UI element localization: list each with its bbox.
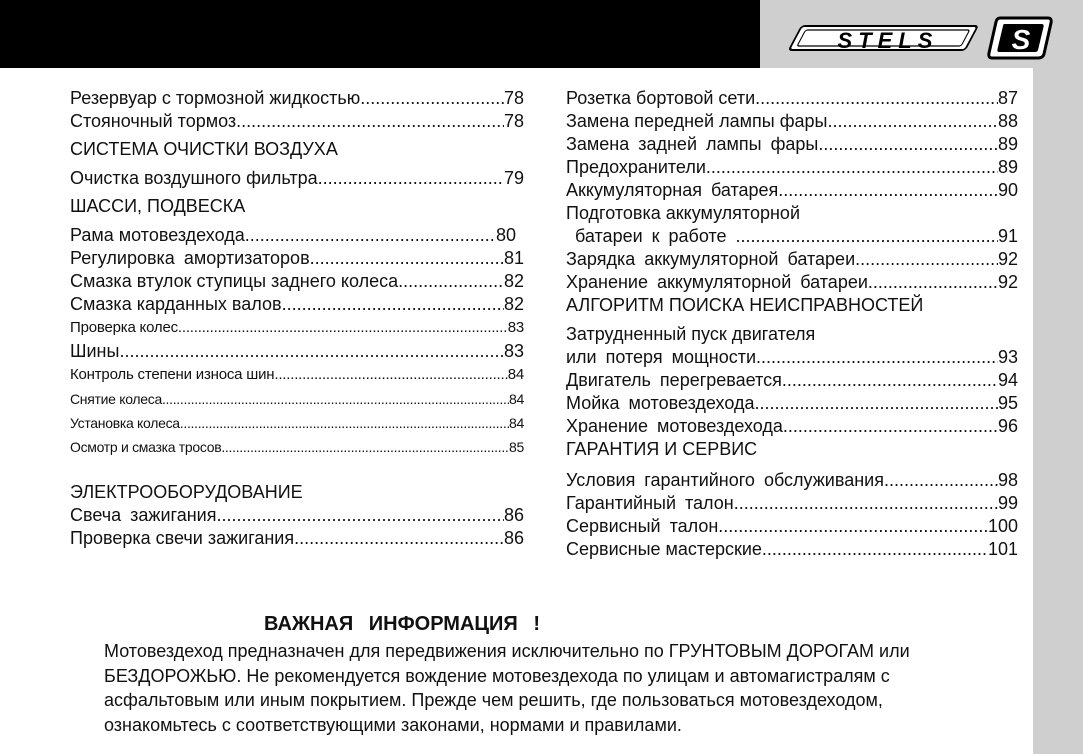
- toc-dot-leader: [236, 110, 504, 133]
- toc-entry-page: 83: [507, 319, 524, 336]
- notice-line: асфальтовым или иным покрытием. Прежде чем решить, где пользоваться мотовездеходом,: [104, 690, 883, 710]
- toc-entry: [70, 270, 524, 293]
- toc-entry-title: Рама мотовездехода: [70, 225, 245, 245]
- toc-dot-leader: [706, 156, 998, 179]
- toc-entry-page: 78: [503, 111, 524, 131]
- toc-dot-leader: [736, 225, 998, 248]
- toc-entry-title: батареи к работе: [566, 226, 736, 246]
- notice-line: Мотовездеход предназначен для передвижения исключительно по ГРУНТОВЫМ ДОРОГАМ или: [104, 641, 910, 661]
- toc-dot-leader: [734, 492, 998, 515]
- toc-entry: [566, 179, 1018, 202]
- toc-entry: [70, 224, 524, 247]
- toc-entry-title: Резервуар с тормозной жидкостью: [70, 88, 361, 108]
- toc-entry-page: 95: [997, 393, 1018, 413]
- toc-dot-leader: [221, 435, 509, 459]
- toc-entry-page: 99: [997, 493, 1018, 513]
- toc-entry-title: или потеря мощности: [566, 347, 757, 367]
- toc-entry: [566, 271, 1018, 294]
- toc-entry-title: Снятие колеса: [70, 391, 162, 407]
- toc-entry-page: 98: [997, 470, 1018, 490]
- toc-entry-page: 86: [503, 528, 524, 548]
- toc-entry-title: Осмотр и смазка тросов: [70, 439, 222, 455]
- toc-entry: [566, 87, 1018, 110]
- toc-entry-page: 84: [509, 415, 524, 431]
- stels-wordmark-logo: [780, 18, 980, 58]
- toc-entry-title: Замена задней лампы фары: [566, 134, 819, 154]
- toc-entry-page: 101: [987, 539, 1018, 559]
- toc-dot-leader: [245, 224, 496, 247]
- toc-dot-leader: [827, 110, 998, 133]
- toc-entry-title: Проверка свечи зажигания: [70, 528, 295, 548]
- toc-dot-leader: [282, 293, 504, 316]
- side-margin-strip: [1033, 68, 1083, 754]
- toc-entry-page: 89: [997, 134, 1018, 154]
- toc-entry: [70, 504, 524, 527]
- toc-entry-title: Условия гарантийного обслуживания: [566, 470, 884, 490]
- toc-dot-leader: [756, 346, 998, 369]
- toc-entry: [566, 492, 1018, 515]
- toc-entry: [566, 515, 1018, 538]
- toc-entry: [566, 538, 1018, 561]
- toc-left-column: [70, 87, 524, 550]
- toc-entry-title: Гарантийный талон: [566, 493, 734, 513]
- toc-entry-label: Затрудненный пуск двигателя: [566, 324, 816, 344]
- toc-right-column: [566, 87, 1018, 561]
- toc-entry: [70, 247, 524, 270]
- toc-entry: [566, 469, 1018, 492]
- toc-entry: [566, 415, 1018, 438]
- toc-entry-page: 79: [503, 168, 524, 188]
- toc-entry: [70, 411, 524, 435]
- important-info-title: ВАЖНАЯ ИНФОРМАЦИЯ !: [264, 613, 540, 635]
- toc-dot-leader: [783, 415, 998, 438]
- toc-entry: [70, 363, 524, 387]
- toc-entry-page: 92: [997, 272, 1018, 292]
- toc-entry-title: Замена передней лампы фары: [566, 111, 828, 131]
- toc-entry-page: 93: [997, 347, 1018, 367]
- toc-dot-leader: [855, 248, 998, 271]
- toc-dot-leader: [178, 316, 508, 340]
- toc-section-heading: ГАРАНТИЯ И СЕРВИС: [566, 439, 758, 459]
- toc-section-heading: АЛГОРИТМ ПОИСКА НЕИСПРАВНОСТЕЙ: [566, 295, 924, 315]
- toc-dot-leader: [868, 271, 998, 294]
- toc-entry: [566, 392, 1018, 415]
- toc-entry-page: 84: [509, 391, 524, 407]
- toc-dot-leader: [762, 538, 988, 561]
- toc-entry-page: 91: [997, 226, 1018, 246]
- toc-entry-title: Мойка мотовездехода: [566, 393, 755, 413]
- toc-entry-title: Контроль степени износа шин: [70, 366, 275, 383]
- toc-entry-title: Хранение мотовездехода: [566, 416, 783, 436]
- toc-entry-page: 86: [503, 505, 524, 525]
- toc-entry-page: 82: [503, 294, 524, 314]
- toc-entry-page: 82: [503, 271, 524, 291]
- toc-entry-page: 83: [503, 341, 524, 361]
- toc-dot-leader: [180, 411, 509, 435]
- toc-dot-leader: [754, 392, 998, 415]
- toc-dot-leader: [755, 87, 998, 110]
- toc-entry: [70, 110, 524, 133]
- toc-entry-title: Шины: [70, 341, 120, 361]
- toc-section-heading: ЭЛЕКТРООБОРУДОВАНИЕ: [70, 482, 303, 502]
- toc-entry-title: Свеча зажигания: [70, 505, 217, 525]
- brand-wordmark-text: STELS: [837, 28, 939, 53]
- toc-entry: [70, 167, 524, 190]
- toc-entry-title: Смазка карданных валов: [70, 294, 282, 314]
- header-black-bar: [0, 0, 760, 68]
- toc-entry-title: Стояночный тормоз: [70, 111, 237, 131]
- toc-entry: [566, 369, 1018, 392]
- toc-entry-page: 81: [503, 248, 524, 268]
- toc-entry-page: 78: [503, 88, 524, 108]
- toc-entry-page: 88: [997, 111, 1018, 131]
- toc-entry: [70, 527, 524, 550]
- notice-line: БЕЗДОРОЖЬЮ. Не рекомендуется вождение мотовездехода по улицам и автомагистралям с: [104, 665, 890, 686]
- toc-entry: [566, 110, 1018, 133]
- toc-entry: [566, 225, 1018, 248]
- toc-entry-title: Сервисный талон: [566, 516, 719, 536]
- notice-line: ознакомьтесь с соответствующими законами, нормами и правилами.: [104, 714, 682, 735]
- toc-entry-title: Розетка бортовой сети: [566, 88, 756, 108]
- toc-dot-leader: [778, 179, 998, 202]
- toc-entry: [566, 156, 1018, 179]
- toc-entry-page: 85: [509, 439, 524, 455]
- toc-section-heading: СИСТЕМА ОЧИСТКИ ВОЗДУХА: [70, 139, 338, 159]
- stels-s-badge-logo: [986, 14, 1056, 62]
- toc-entry: [70, 387, 524, 411]
- toc-entry-label: Подготовка аккумуляторной: [566, 203, 800, 223]
- toc-entry-title: Смазка втулок ступицы заднего колеса: [70, 271, 399, 291]
- toc-entry-title: Аккумуляторная батарея: [566, 180, 779, 200]
- toc-entry-title: Очистка воздушного фильтра: [70, 168, 318, 188]
- toc-entry: [566, 133, 1018, 156]
- toc-entry: [566, 346, 1018, 369]
- toc-dot-leader: [216, 504, 504, 527]
- toc-entry-page: 90: [997, 180, 1018, 200]
- toc-dot-leader: [884, 469, 998, 492]
- toc-section-heading: ШАССИ, ПОДВЕСКА: [70, 196, 246, 216]
- toc-dot-leader: [360, 87, 504, 110]
- toc-dot-leader: [310, 247, 504, 270]
- toc-entry-page: 100: [987, 516, 1018, 536]
- toc-entry-page: 96: [997, 416, 1018, 436]
- toc-entry: [70, 87, 524, 110]
- toc-entry-page: 89: [997, 157, 1018, 177]
- toc-dot-leader: [818, 133, 998, 156]
- toc-entry: [70, 340, 524, 363]
- toc-dot-leader: [162, 387, 509, 411]
- toc-entry: [70, 316, 524, 340]
- toc-dot-leader: [782, 369, 998, 392]
- toc-dot-leader: [718, 515, 988, 538]
- toc-dot-leader: [119, 340, 504, 363]
- toc-entry-page: 80: [495, 225, 516, 245]
- toc-entry-page: 84: [507, 366, 524, 383]
- toc-entry-title: Хранение аккумуляторной батареи: [566, 272, 868, 292]
- toc-entry: [70, 435, 524, 459]
- toc-dot-leader: [398, 270, 504, 293]
- toc-entry-page: 87: [997, 88, 1018, 108]
- toc-dot-leader: [294, 527, 504, 550]
- toc-entry-title: Сервисные мастерские: [566, 539, 762, 559]
- toc-entry-title: Установка колеса: [70, 415, 180, 431]
- toc-entry-title: Зарядка аккумуляторной батареи: [566, 249, 856, 269]
- toc-entry-title: Двигатель перегревается: [566, 370, 782, 390]
- toc-dot-leader: [318, 167, 504, 190]
- important-info-body: [104, 639, 1024, 737]
- toc-entry: [566, 248, 1018, 271]
- toc-entry-title: Предохранители: [566, 157, 706, 177]
- toc-entry-page: 94: [997, 370, 1018, 390]
- toc-entry-page: 92: [997, 249, 1018, 269]
- toc-entry: [70, 293, 524, 316]
- toc-dot-leader: [274, 363, 507, 387]
- toc-entry-title: Проверка колес: [70, 319, 178, 336]
- brand-badge-letter: S: [1011, 24, 1031, 55]
- toc-entry-title: Регулировка амортизаторов: [70, 248, 310, 268]
